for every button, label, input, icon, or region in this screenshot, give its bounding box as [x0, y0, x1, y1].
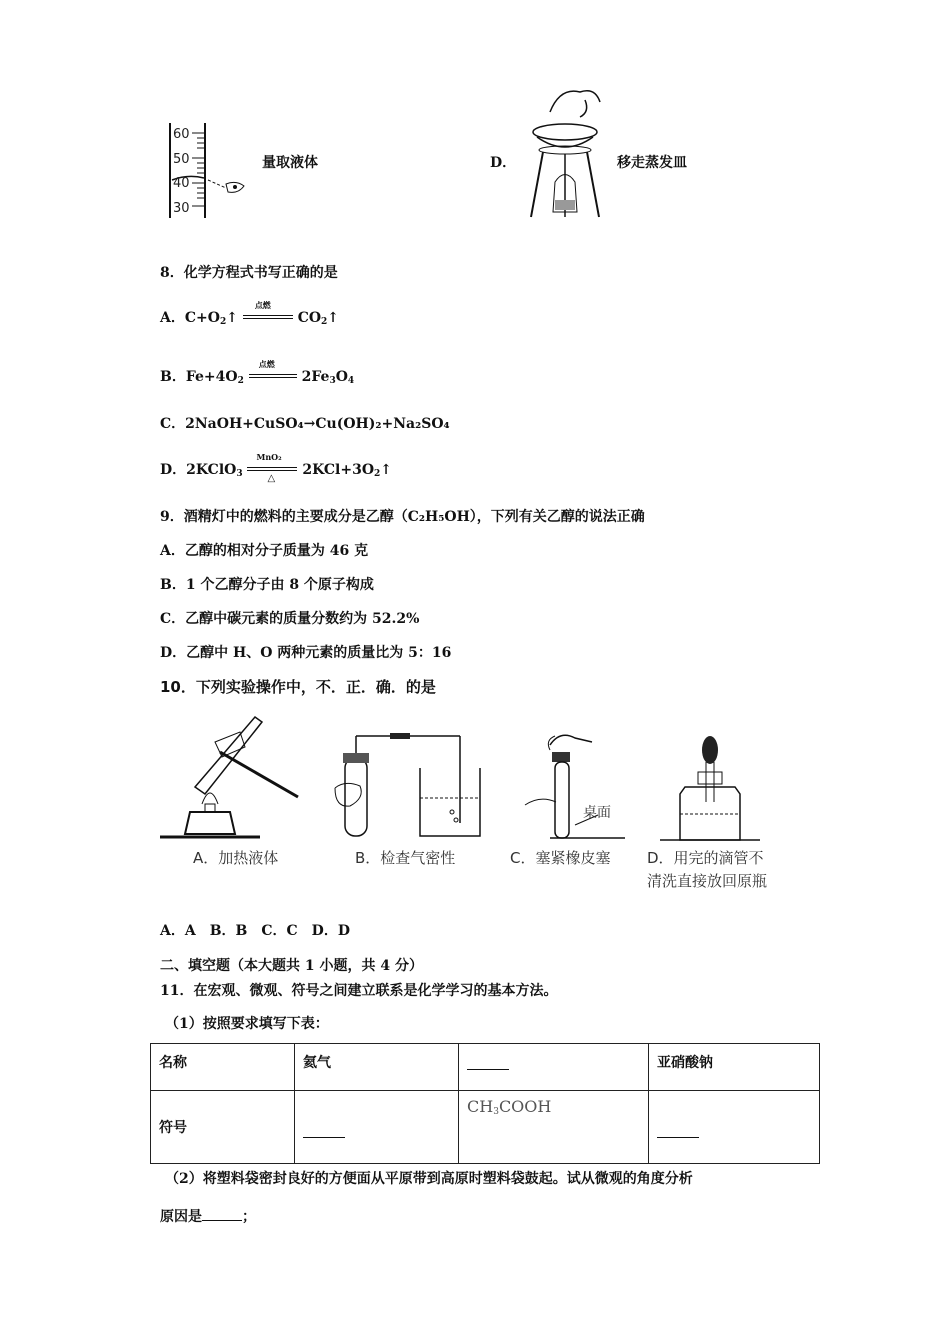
q8-b-right-sub: 3: [329, 376, 336, 386]
q10-stem-prefix: 10．下列实验操作中: [160, 678, 301, 696]
desk-label: 桌面: [583, 805, 611, 821]
q8-option-a: [160, 300, 340, 327]
q9-option-a: A．乙醇的相对分子质量为 46 克: [160, 543, 369, 559]
q8-d-right: 2KCl+3O: [302, 462, 375, 478]
q8-b-left: B．Fe+4O: [160, 369, 238, 385]
q8-a-right-sub: 2: [321, 317, 328, 327]
sodium-nitrite-cell: 亚硝酸钠: [649, 1044, 820, 1091]
q8-b-condition: 点燃: [258, 359, 275, 369]
formula-prefix: CH: [467, 1097, 494, 1117]
sodium-nitrite-symbol-cell[interactable]: [649, 1091, 820, 1164]
formula-sub: 3: [493, 1107, 499, 1118]
cylinder-tick: 50: [173, 151, 190, 167]
q11-part1: （1）按照要求填写下表：: [165, 1016, 329, 1032]
q8-option-b: [160, 359, 355, 386]
fill-in-table: [150, 1043, 820, 1164]
option-c-label: 量取液体: [262, 155, 318, 171]
q9-stem: 9．酒精灯中的燃料的主要成分是乙醇（C₂H₅OH），下列有关乙醇的说法正确: [160, 509, 645, 525]
q11-part2-suffix: ；: [242, 1209, 256, 1225]
cylinder-tick: 40: [173, 176, 190, 191]
header-name-cell: 名称: [151, 1044, 295, 1091]
answer-blank[interactable]: [303, 1137, 345, 1138]
q11-part2-line2: [160, 1206, 256, 1226]
cylinder-tick: 30: [173, 200, 190, 216]
q8-b-sub: 2: [237, 376, 244, 386]
figure-d-dropper-bottle: [660, 732, 760, 844]
caption-d-line2: 清洗直接放回原瓶: [647, 872, 768, 890]
q8-a-condition: 点燃: [254, 300, 271, 310]
helium-symbol-cell[interactable]: [295, 1091, 459, 1164]
caption-b: B．检查气密性: [355, 849, 456, 867]
option-d-letter: D．: [490, 155, 517, 171]
q11-part2-prefix: 原因是: [160, 1209, 202, 1225]
q8-a-left: A．C+O: [160, 310, 220, 326]
acetic-acid-formula-cell: [459, 1091, 649, 1164]
header-symbol-cell: 符号: [151, 1091, 295, 1164]
q8-stem: 8．化学方程式书写正确的是: [160, 265, 338, 281]
q10-stem: [160, 676, 436, 697]
evaporating-dish-figure: [525, 82, 610, 222]
option-d-label: 移走蒸发皿: [617, 155, 687, 171]
q11-part2-line1: （2）将塑料袋密封良好的方便面从平原带到高原时塑料袋鼓起。试从微观的角度分析: [165, 1171, 693, 1187]
q8-option-c: C．2NaOH+CuSO₄→Cu(OH)₂+Na₂SO₄: [160, 416, 450, 432]
caption-c: C．塞紧橡皮塞: [510, 849, 611, 867]
formula-suffix: COOH: [498, 1097, 552, 1117]
answer-blank[interactable]: [467, 1069, 509, 1070]
blank-name-cell[interactable]: [459, 1044, 649, 1091]
q8-option-d: [160, 452, 393, 484]
q8-a-sub: 2: [219, 317, 227, 327]
q8-b-right-sub2: 4: [347, 376, 355, 386]
figure-b-airtightness: [330, 728, 490, 843]
q9-option-d: D．乙醇中 H、O 两种元素的质量比为 5：16: [160, 645, 452, 661]
q8-d-right-tail: ↑: [380, 462, 393, 478]
q8-b-right-mid: O: [335, 369, 348, 385]
q10-answer-options: A．A B．B C．C D．D: [160, 923, 350, 939]
q8-a-right: CO: [297, 310, 322, 326]
answer-blank[interactable]: [202, 1220, 242, 1221]
helium-cell: 氦气: [295, 1044, 459, 1091]
q9-option-b: B．1 个乙醇分子由 8 个原子构成: [160, 577, 374, 593]
q8-d-right-sub: 2: [374, 469, 381, 479]
caption-a: A．加热液体: [193, 849, 279, 867]
q8-a-right-tail: ↑: [327, 310, 340, 326]
q10-stem-suffix: 的是: [405, 678, 436, 696]
q8-d-left: D．2KClO: [160, 462, 237, 478]
q11-stem: 11．在宏观、微观、符号之间建立联系是化学学习的基本方法。: [160, 983, 558, 999]
cylinder-tick: 60: [173, 127, 190, 142]
q8-d-heat: △: [267, 473, 276, 484]
q8-a-arrow: ↑: [226, 310, 238, 326]
section-heading: 二、填空题（本大题共 1 小题，共 4 分）: [160, 958, 423, 974]
q10-stem-emphasis: ，不．正．确．: [300, 678, 406, 696]
q8-d-catalyst: MnO₂: [256, 452, 282, 462]
figure-c-rubber-stopper: [520, 730, 635, 845]
q8-b-right: 2Fe: [301, 369, 330, 385]
q8-d-sub: 3: [236, 469, 243, 479]
figure-a-heating-liquid: [160, 712, 310, 842]
caption-d-line1: D．用完的滴管不: [647, 849, 764, 867]
q9-option-c: C．乙醇中碳元素的质量分数约为 52.2%: [160, 611, 420, 627]
answer-blank[interactable]: [657, 1137, 699, 1138]
